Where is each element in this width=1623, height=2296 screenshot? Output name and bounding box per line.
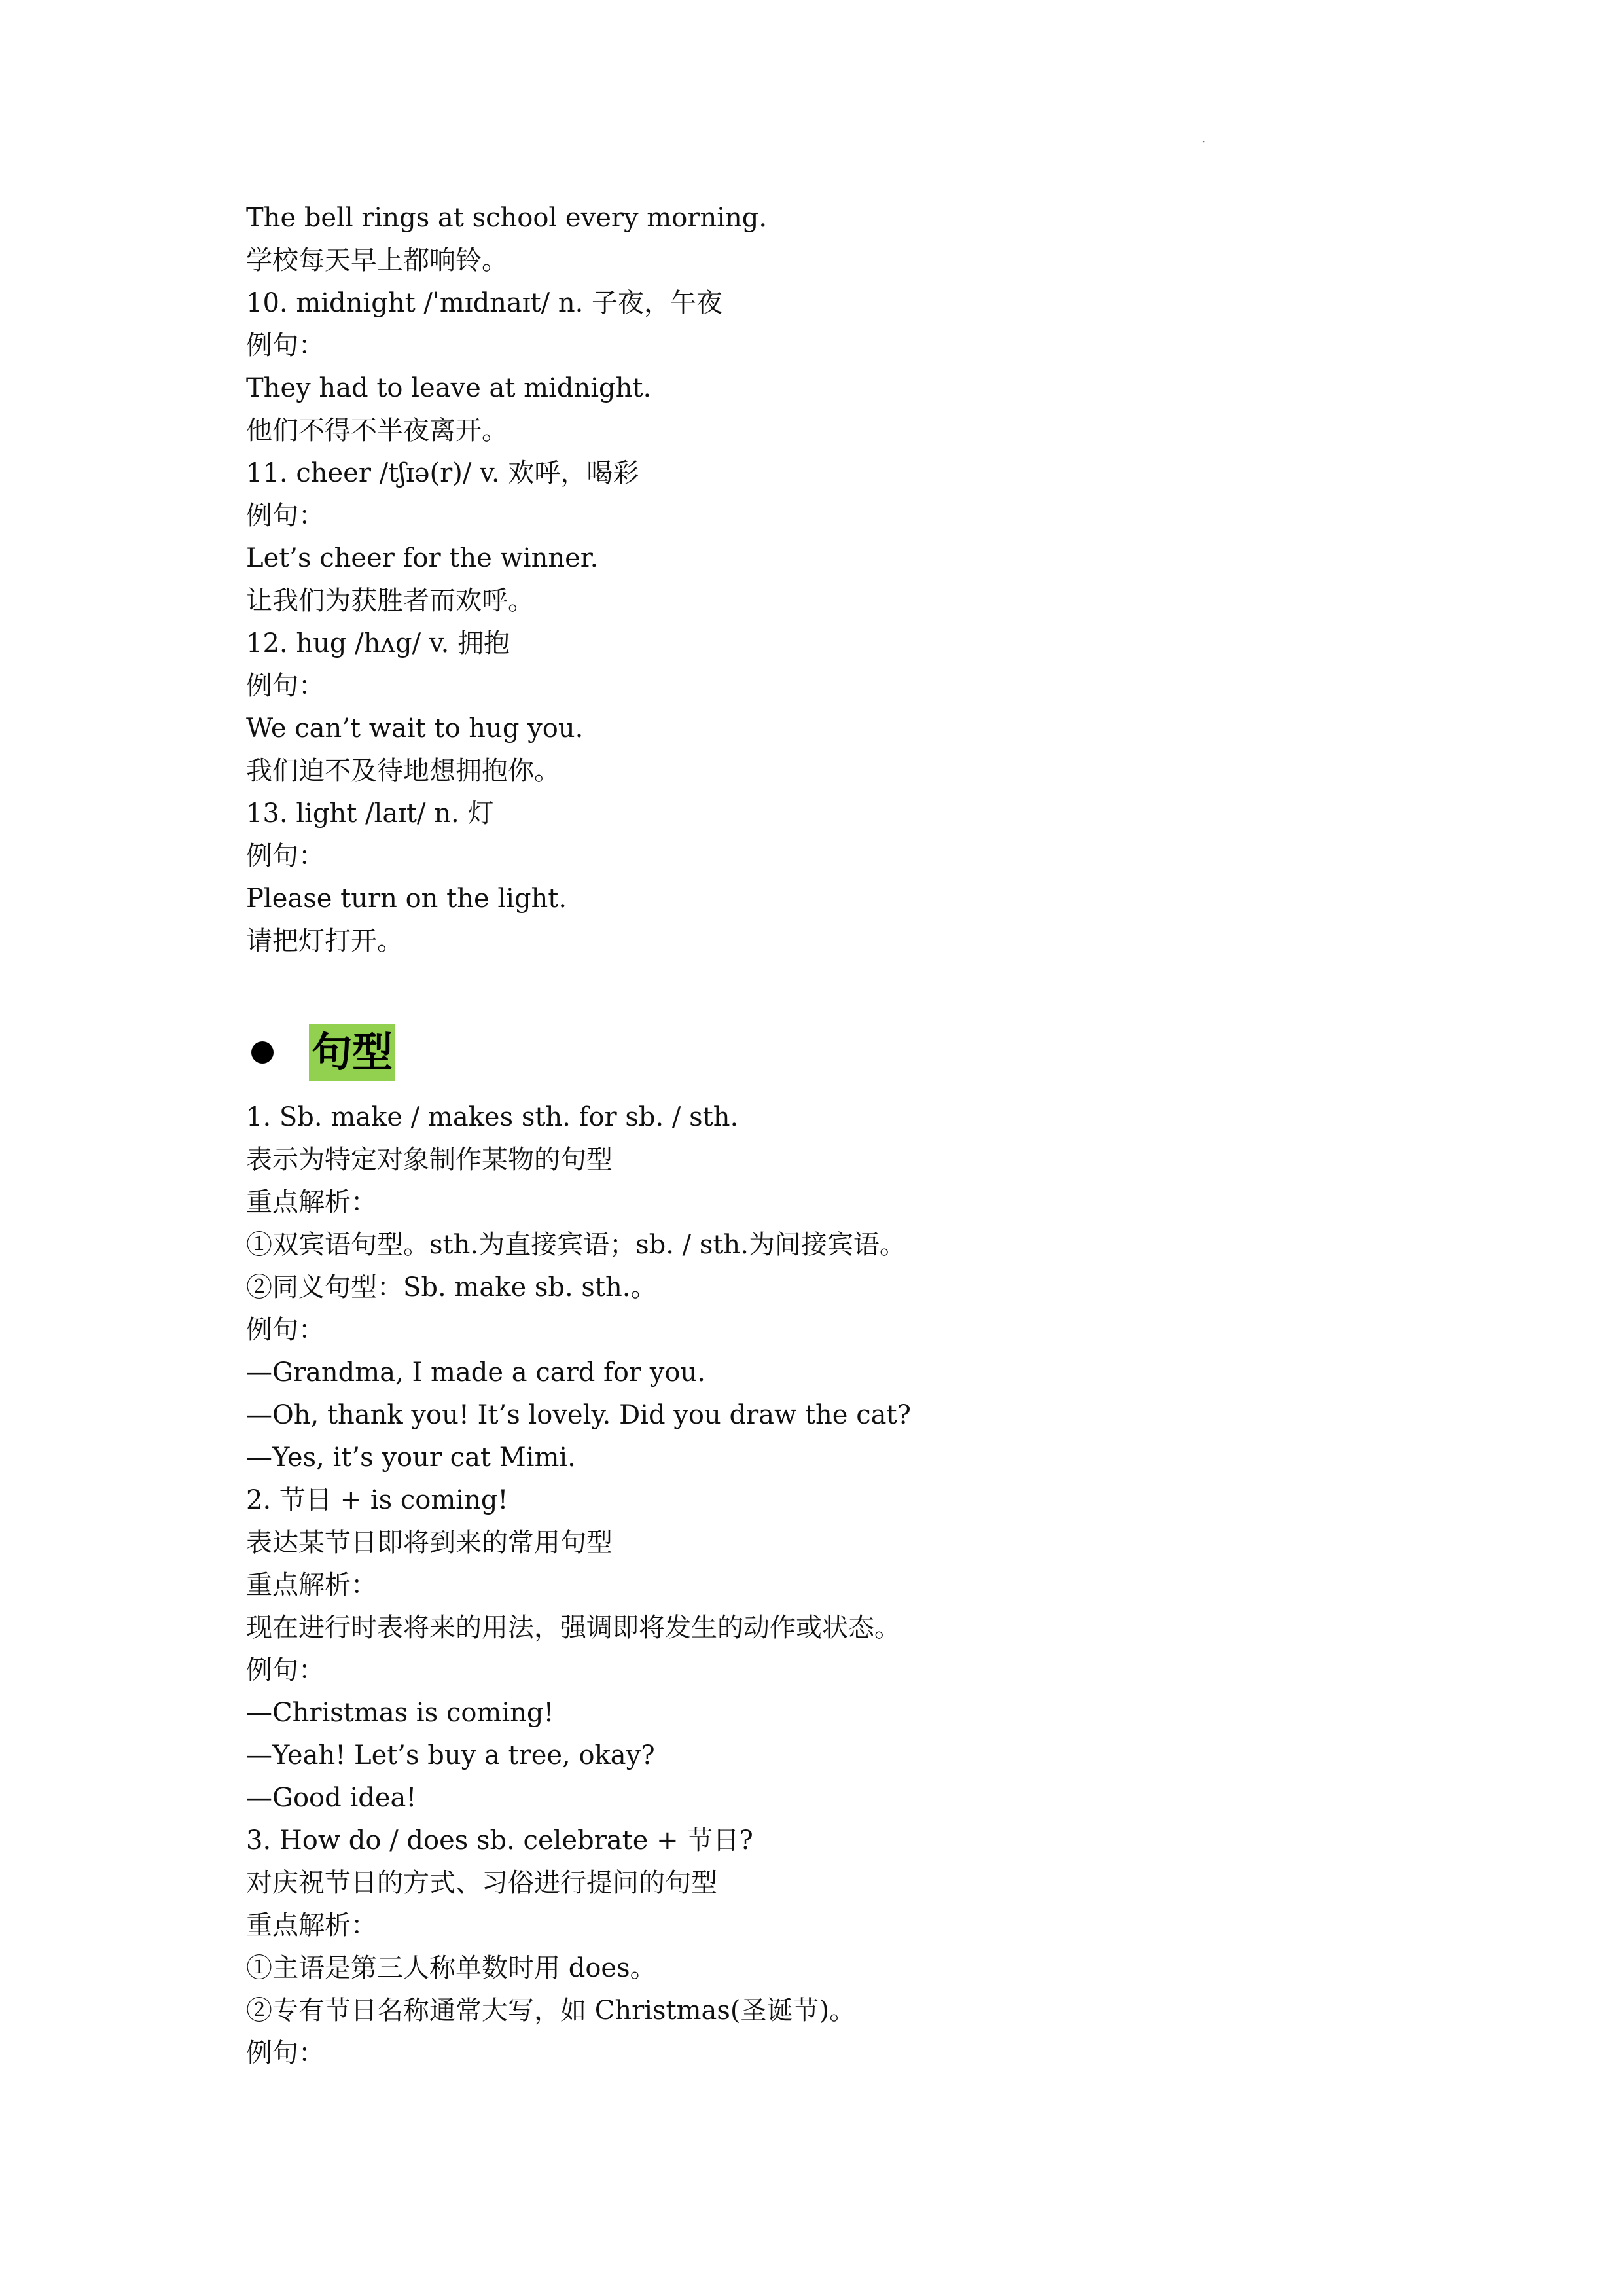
pattern-text-line: 例句： xyxy=(246,1655,325,1685)
pattern-text-line: —Grandma, I made a card for you. xyxy=(246,1357,705,1388)
pattern-text-line: 对庆祝节日的方式、习俗进行提问的句型 xyxy=(246,1868,717,1898)
vocabulary-text-line: Please turn on the light. xyxy=(246,884,567,914)
pattern-text-line: 重点解析： xyxy=(246,1570,377,1600)
pattern-text-line: —Yeah! Let’s buy a tree, okay? xyxy=(246,1740,655,1770)
vocabulary-text-line: 13. light /laɪt/ n. 灯 xyxy=(246,798,494,829)
pattern-text-line: 重点解析： xyxy=(246,1187,377,1217)
sentence-patterns-section xyxy=(246,1096,1489,2075)
pattern-text-line: 重点解析： xyxy=(246,1910,377,1941)
pattern-text-line: ②专有节日名称通常大写，如 Christmas(圣诞节)。 xyxy=(246,1996,856,2026)
pattern-text-line: 表示为特定对象制作某物的句型 xyxy=(246,1145,613,1175)
section-heading-sentence-patterns xyxy=(246,1020,395,1085)
vocabulary-text-line: 请把灯打开。 xyxy=(246,926,403,956)
vocabulary-text-line: Let’s cheer for the winner. xyxy=(246,543,599,573)
pattern-text-line: —Good idea! xyxy=(246,1783,417,1813)
vocabulary-text-line: 12. hug /hʌg/ v. 拥抱 xyxy=(246,628,510,658)
vocabulary-text-line: 让我们为获胜者而欢呼。 xyxy=(246,586,534,616)
vocabulary-text-line: The bell rings at school every morning. xyxy=(246,203,768,233)
pattern-text-line: 2. 节日 + is coming! xyxy=(246,1485,508,1515)
pattern-text-line: —Christmas is coming! xyxy=(246,1698,554,1728)
pattern-text-line: —Yes, it’s your cat Mimi. xyxy=(246,1443,576,1473)
vocabulary-text-line: 例句： xyxy=(246,331,325,361)
vocabulary-text-line: 11. cheer /tʃɪə(r)/ v. 欢呼，喝彩 xyxy=(246,458,639,488)
pattern-text-line: 现在进行时表将来的用法，强调即将发生的动作或状态。 xyxy=(246,1613,901,1643)
vocabulary-text-line: 我们迫不及待地想拥抱你。 xyxy=(246,756,560,786)
pattern-text-line: 例句： xyxy=(246,2038,325,2068)
vocabulary-text-line: We can’t wait to hug you. xyxy=(246,713,584,744)
vocabulary-text-line: They had to leave at midnight. xyxy=(246,373,652,403)
pattern-text-line: —Oh, thank you! It’s lovely. Did you draw the cat? xyxy=(246,1400,911,1430)
vocabulary-text-line: 学校每天早上都响铃。 xyxy=(246,245,508,276)
vocabulary-text-line: 例句： xyxy=(246,841,325,871)
pattern-text-line: ①双宾语句型。sth.为直接宾语；sb. / sth.为间接宾语。 xyxy=(246,1230,906,1260)
vocabulary-text-line: 他们不得不半夜离开。 xyxy=(246,416,508,446)
pattern-text-line: 1. Sb. make / makes sth. for sb. / sth. xyxy=(246,1102,739,1132)
pattern-text-line: 3. How do / does sb. celebrate + 节日? xyxy=(246,1825,753,1856)
vocabulary-text-line: 例句： xyxy=(246,501,325,531)
vocabulary-text-line: 例句： xyxy=(246,671,325,701)
pattern-text-line: ②同义句型：Sb. make sb. sth.。 xyxy=(246,1272,657,1302)
pattern-text-line: 例句： xyxy=(246,1315,325,1345)
pattern-text-line: 表达某节日即将到来的常用句型 xyxy=(246,1528,613,1558)
pattern-text-line: ①主语是第三人称单数时用 does。 xyxy=(246,1953,656,1983)
page-corner-mark: · xyxy=(1202,134,1206,149)
section-heading-text: 句型 xyxy=(309,1024,395,1081)
vocabulary-section xyxy=(246,197,1489,963)
bullet-icon xyxy=(251,1041,274,1064)
vocabulary-text-line: 10. midnight /ˈmɪdnaɪt/ n. 子夜，午夜 xyxy=(246,288,723,318)
